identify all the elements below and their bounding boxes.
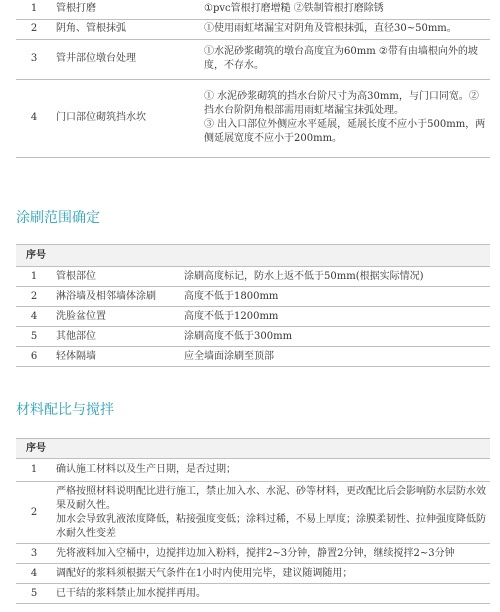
mixing-table bbox=[16, 438, 490, 604]
row-item: 淋浴墙及相邻墙体涂刷 bbox=[52, 287, 180, 307]
row-desc bbox=[200, 79, 490, 157]
table-row bbox=[16, 0, 490, 19]
row-desc: ①水泥砂浆砌筑的墩台高度宜为60mm ②带有由墙根向外的坡度，不存水。 bbox=[200, 39, 490, 79]
table-row bbox=[16, 287, 490, 307]
row-number: 4 bbox=[16, 564, 52, 584]
section-title: 材料配比与搅拌 bbox=[16, 402, 114, 418]
row-desc: 涂刷高度不低于300mm bbox=[180, 327, 490, 347]
row-item: 其他部位 bbox=[52, 327, 180, 347]
desc-line: 严格按照材料说明配比进行施工，禁止加入水、水泥、砂等材料，更改配比后会影响防水层防水效果及耐久性。 bbox=[56, 485, 486, 511]
section-title: 涂刷范围确定 bbox=[16, 210, 100, 226]
table-row bbox=[16, 19, 490, 39]
desc-line: ③ 出入口部位外侧应水平延展，延展长度不应小于500mm，两侧延展宽度不应小于200mm。 bbox=[204, 119, 486, 144]
row-desc: 已干结的浆料禁止加水搅拌再用。 bbox=[52, 584, 490, 604]
coating-range-table bbox=[16, 244, 490, 367]
row-desc: ①pvc管根打磨增糙 ②铁制管根打磨除锈 bbox=[200, 0, 490, 19]
row-desc: 涂刷高度标记，防水上返不低于50mm(根据实际情况) bbox=[180, 267, 490, 287]
header-number: 序号 bbox=[16, 245, 52, 267]
header-item bbox=[52, 245, 180, 267]
table-row bbox=[16, 79, 490, 157]
row-item: 管根部位 bbox=[52, 267, 180, 287]
row-desc: 高度不低于1200mm bbox=[180, 307, 490, 327]
table-row bbox=[16, 544, 490, 564]
table-row bbox=[16, 327, 490, 347]
row-number: 5 bbox=[16, 327, 52, 347]
table-row bbox=[16, 459, 490, 482]
header-desc bbox=[180, 245, 490, 267]
table-header bbox=[16, 439, 490, 459]
row-number: 4 bbox=[16, 79, 52, 157]
table-row bbox=[16, 482, 490, 544]
row-desc: 确认施工材料以及生产日期，是否过期； bbox=[52, 459, 490, 482]
desc-line: ① 水泥砂浆砌筑的挡水台阶尺寸为高30mm，与门口同宽。② 挡水台阶阴角根部需用雨虹堵漏宝抹弧处理。 bbox=[204, 91, 479, 116]
row-item: 管井部位墩台处理 bbox=[52, 39, 200, 79]
row-number: 1 bbox=[16, 0, 52, 19]
row-number: 3 bbox=[16, 39, 52, 79]
row-number: 3 bbox=[16, 544, 52, 564]
row-number: 2 bbox=[16, 287, 52, 307]
table-row bbox=[16, 267, 490, 287]
row-number: 5 bbox=[16, 584, 52, 604]
table-row bbox=[16, 564, 490, 584]
row-desc: ①使用雨虹堵漏宝对阴角及管根抹弧，直径30~50mm。 bbox=[200, 19, 490, 39]
row-desc: 先将液料加入空桶中，边搅拌边加入粉料，搅拌2~3分钟，静置2分钟，继续搅拌2~3分钟 bbox=[52, 544, 490, 564]
treatment-table bbox=[16, 0, 490, 158]
row-desc: 应全墙面涂刷至顶部 bbox=[180, 347, 490, 367]
row-item: 阴角、管根抹弧 bbox=[52, 19, 200, 39]
row-desc: 调配好的浆料须根据天气条件在1小时内使用完毕，建议随调随用； bbox=[52, 564, 490, 584]
row-number: 4 bbox=[16, 307, 52, 327]
table-header bbox=[16, 245, 490, 267]
row-item: 轻体隔墙 bbox=[52, 347, 180, 367]
table-row bbox=[16, 347, 490, 367]
row-number: 1 bbox=[16, 267, 52, 287]
header-number: 序号 bbox=[16, 439, 52, 459]
row-item: 门口部位砌筑挡水坎 bbox=[52, 79, 200, 157]
row-number: 1 bbox=[16, 459, 52, 482]
header-desc bbox=[52, 439, 490, 459]
row-item: 洗脸盆位置 bbox=[52, 307, 180, 327]
table-row bbox=[16, 584, 490, 604]
desc-line: 加水会导致乳液浓度降低，粘接强度变低；涂料过稀，不易上厚度；涂膜柔韧性、拉伸强度降低防水耐久性变差 bbox=[56, 513, 486, 539]
row-number: 2 bbox=[16, 482, 52, 544]
table-row bbox=[16, 39, 490, 79]
row-item: 管根打磨 bbox=[52, 0, 200, 19]
row-desc: 高度不低于1800mm bbox=[180, 287, 490, 307]
table-row bbox=[16, 307, 490, 327]
row-desc bbox=[52, 482, 490, 544]
row-number: 6 bbox=[16, 347, 52, 367]
row-number: 2 bbox=[16, 19, 52, 39]
